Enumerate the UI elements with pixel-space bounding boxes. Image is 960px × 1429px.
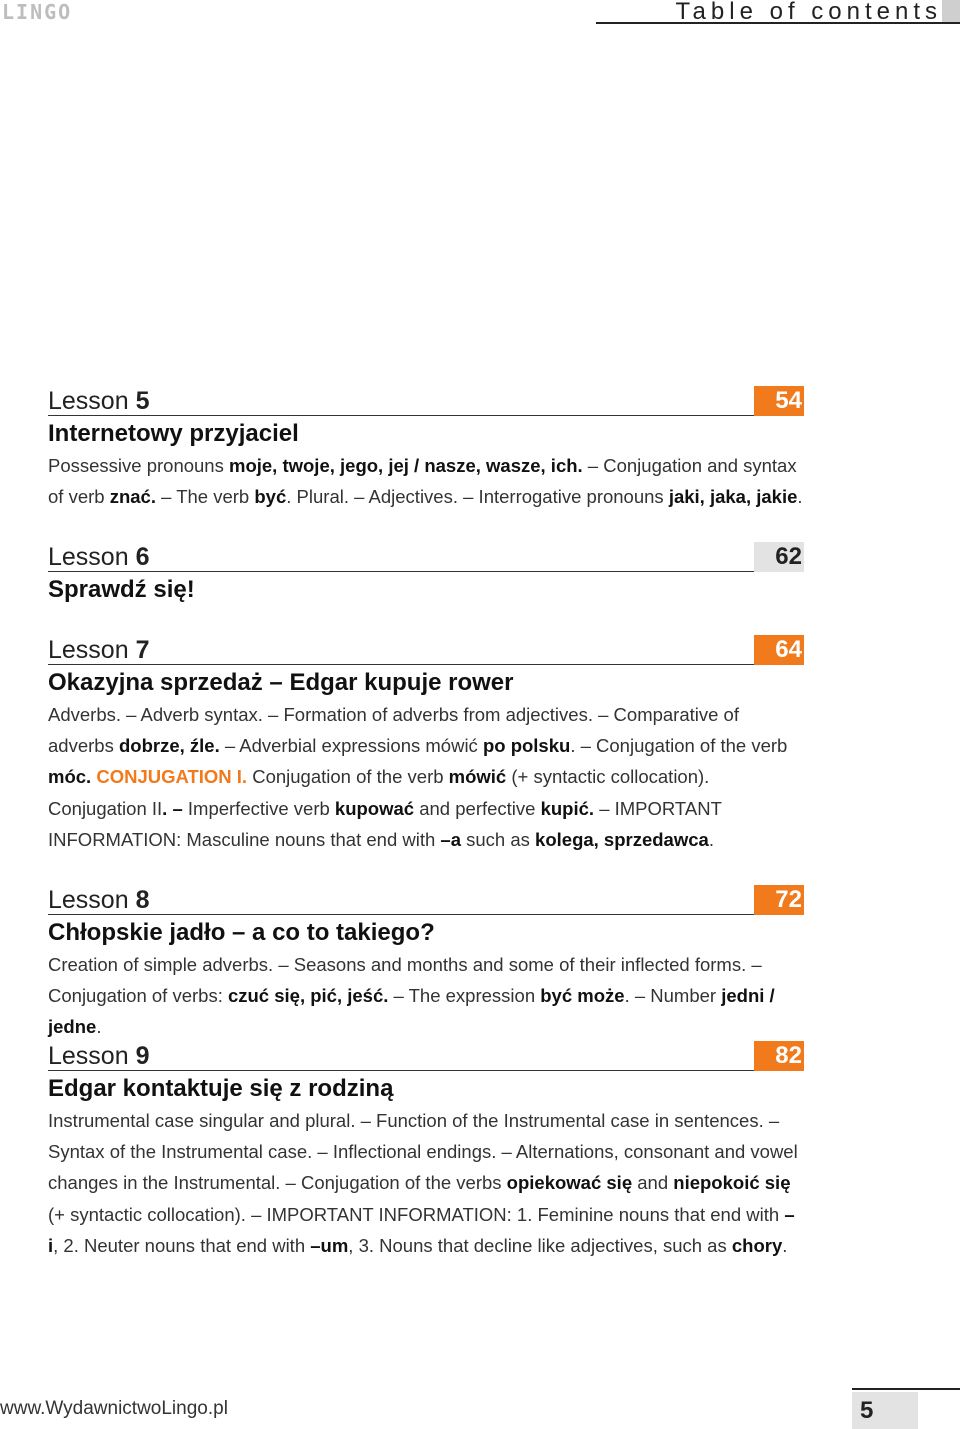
bold-term: –i bbox=[48, 1203, 795, 1256]
lesson-label: Lesson 9 bbox=[48, 1042, 150, 1070]
description-text: . bbox=[708, 828, 714, 850]
bold-term: –um bbox=[310, 1234, 349, 1256]
description-text: (+ syntactic collocation). – IMPORTANT INFORMATION: 1. Feminine nouns that end with bbox=[48, 1203, 785, 1225]
website-url: www.WydawnictwoLingo.pl bbox=[0, 1398, 228, 1419]
bold-term: być bbox=[254, 486, 287, 508]
lesson-8 bbox=[48, 885, 804, 1043]
lesson-9 bbox=[48, 1041, 804, 1261]
bold-term: po polsku bbox=[482, 735, 571, 757]
bold-term: móc. bbox=[48, 766, 92, 788]
description-text: and bbox=[632, 1172, 674, 1194]
description-text: (+ syntactic collocation). Conjugation II bbox=[48, 766, 710, 819]
page-number: 72 bbox=[754, 885, 804, 915]
bold-term: być może bbox=[540, 985, 625, 1007]
lesson-title: Internetowy przyjaciel bbox=[48, 420, 299, 447]
bold-term: kupować bbox=[334, 797, 415, 819]
description-text: , 3. Nouns that decline like adjectives, such as bbox=[348, 1234, 732, 1256]
lesson-header bbox=[48, 542, 804, 574]
lesson-title: Okazyjna sprzedaż – Edgar kupuje rower bbox=[48, 669, 514, 696]
lesson-title: Sprawdź się! bbox=[48, 576, 195, 603]
page-number: 64 bbox=[754, 635, 804, 665]
bold-term: znać. bbox=[109, 486, 156, 508]
description-text: . bbox=[797, 486, 803, 508]
lesson-rule bbox=[48, 914, 754, 915]
bold-term: . – bbox=[162, 797, 183, 819]
description-text: – The expression bbox=[388, 985, 541, 1007]
lesson-label: Lesson 8 bbox=[48, 886, 150, 914]
lesson-title: Edgar kontaktuje się z rodziną bbox=[48, 1075, 394, 1102]
description-text: – Adverbial expressions mówić bbox=[219, 735, 483, 757]
lesson-label: Lesson 7 bbox=[48, 636, 150, 664]
lesson-header bbox=[48, 1041, 804, 1073]
bold-term: niepokoić się bbox=[673, 1172, 791, 1194]
description-text: Conjugation of the verb bbox=[247, 766, 449, 788]
description-text: Creation of simple adverbs. – Seasons and months and some of their inflected forms. – Conjugation of verbs: bbox=[48, 954, 762, 1007]
lesson-number: 6 bbox=[135, 543, 150, 571]
lesson-number: 8 bbox=[135, 886, 150, 914]
description-text: . – Conjugation of the verb bbox=[570, 735, 788, 757]
lesson-5 bbox=[48, 386, 804, 512]
header-tab bbox=[942, 0, 960, 22]
lesson-header bbox=[48, 386, 804, 418]
description-text: Instrumental case singular and plural. – Function of the Instrumental case in sentences. – Syntax of the Instrumental case. – Inflectional endings. – Alternations, consonant and vowel changes in the Instrumental. – Conjugation of the verbs bbox=[48, 1110, 798, 1194]
lesson-label: Lesson 5 bbox=[48, 387, 150, 415]
description-text: such as bbox=[461, 828, 536, 850]
bold-term: opiekować się bbox=[506, 1172, 633, 1194]
lesson-rule bbox=[48, 1070, 754, 1071]
description-text: – IMPORTANT INFORMATION: Masculine nouns that end with bbox=[48, 797, 722, 850]
lesson-rule bbox=[48, 415, 754, 416]
description-text: – The verb bbox=[155, 486, 255, 508]
lesson-header bbox=[48, 885, 804, 917]
description-text: . – Number bbox=[624, 985, 722, 1007]
lesson-header bbox=[48, 635, 804, 667]
description-text: . bbox=[782, 1234, 788, 1256]
description-text: . bbox=[96, 1016, 102, 1038]
description-text: Imperfective verb bbox=[182, 797, 335, 819]
bold-term: jaki, jaka, jakie bbox=[668, 486, 798, 508]
description-text: and perfective bbox=[414, 797, 541, 819]
lesson-description bbox=[48, 699, 804, 855]
bold-term: dobrze, źle. bbox=[118, 735, 220, 757]
page-number: 54 bbox=[754, 386, 804, 416]
lesson-description bbox=[48, 949, 804, 1043]
bold-term: moje, twoje, jego, jej / nasze, wasze, ich. bbox=[229, 455, 583, 476]
page-number: 62 bbox=[754, 542, 804, 572]
bold-term: mówić bbox=[448, 766, 507, 788]
description-text: – Conjugation and syntax of verb bbox=[48, 455, 797, 508]
lesson-number: 7 bbox=[135, 636, 150, 664]
description-text: Adverbs. – Adverb syntax. – Formation of adverbs from adjectives. – Comparative of adverbs bbox=[48, 704, 739, 757]
description-text: . Plural. – Adjectives. – Interrogative pronouns bbox=[286, 486, 669, 508]
bold-term: czuć się, pić, jeść. bbox=[227, 985, 389, 1007]
lingo-logo: LINGO bbox=[2, 0, 73, 24]
lesson-description bbox=[48, 450, 804, 512]
lesson-description bbox=[48, 1105, 804, 1261]
bold-term: –a bbox=[440, 828, 461, 850]
lesson-title: Chłopskie jadło – a co to takiego? bbox=[48, 919, 435, 946]
lesson-rule bbox=[48, 664, 754, 665]
page-title: Table of contents bbox=[675, 0, 942, 25]
footer-page-number: 5 bbox=[852, 1392, 918, 1429]
bold-term: kolega, sprzedawca bbox=[535, 828, 709, 850]
lesson-number: 9 bbox=[135, 1042, 150, 1070]
lesson-6 bbox=[48, 542, 804, 605]
description-text: Possessive pronouns bbox=[48, 455, 229, 476]
lesson-7 bbox=[48, 635, 804, 855]
bold-term: chory bbox=[731, 1234, 783, 1256]
footer-bar bbox=[852, 1388, 960, 1429]
lesson-number: 5 bbox=[135, 387, 150, 415]
highlighted-term: CONJUGATION I. bbox=[96, 766, 248, 788]
bold-term: kupić. bbox=[540, 797, 595, 819]
header-bar bbox=[596, 0, 960, 24]
bold-term: jedni / jedne bbox=[48, 985, 775, 1038]
page-number: 82 bbox=[754, 1041, 804, 1071]
description-text: , 2. Neuter nouns that end with bbox=[53, 1234, 311, 1256]
lesson-rule bbox=[48, 571, 754, 572]
lesson-label: Lesson 6 bbox=[48, 543, 150, 571]
